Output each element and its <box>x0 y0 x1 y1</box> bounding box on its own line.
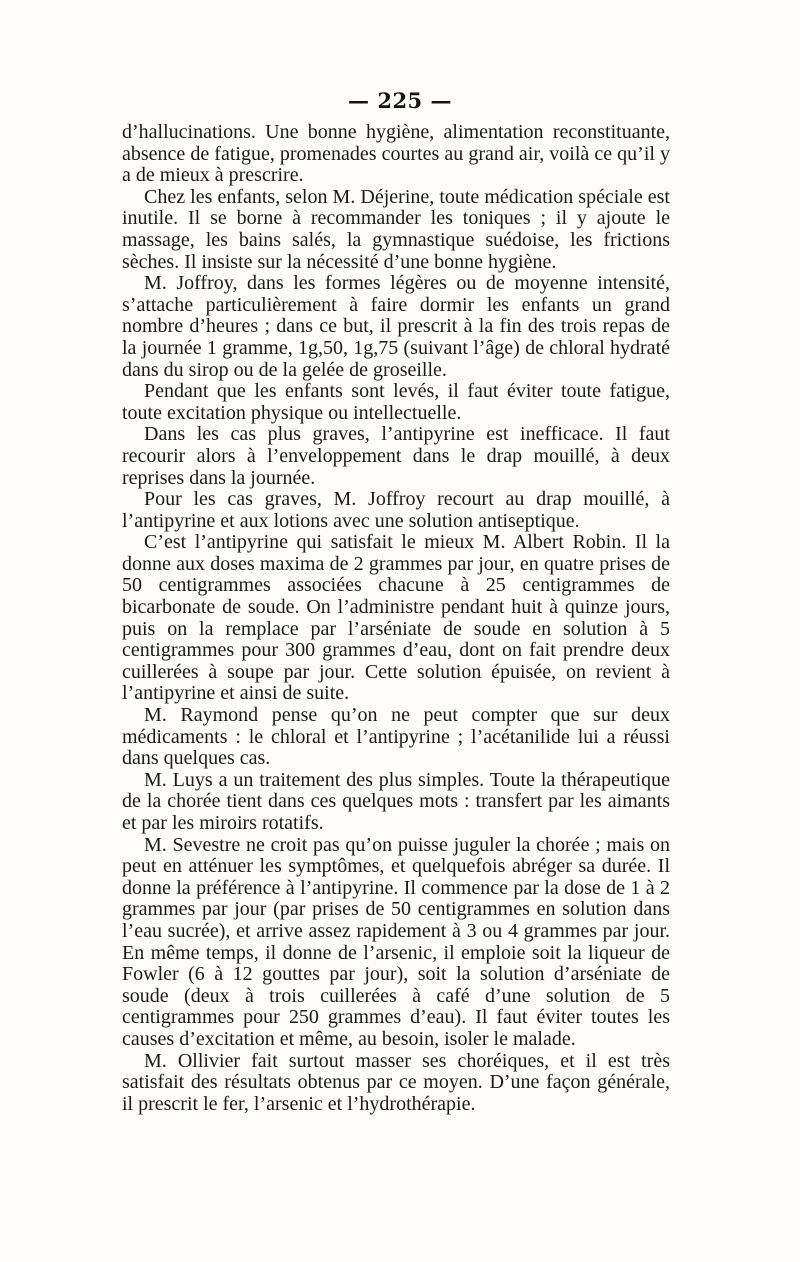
paragraph: d’hallucinations. Une bonne hygiène, alimentation reconstituante, absence de fatigue, promenades courtes au grand air, voilà ce qu’il y a de mieux à prescrire. <box>122 121 670 187</box>
paragraph: Chez les enfants, selon M. Déjerine, toute médication spéciale est inutile. Il se borne à recommander les toniques ; il y ajoute le massage, les bains salés, la gymnastique suédoise, les frictions sèches. Il insiste sur la nécessité d’une bonne hygiène. <box>122 185 670 273</box>
paragraph: C’est l’antipyrine qui satisfait le mieux M. Albert Robin. Il la donne aux doses maxima de 2 grammes par jour, en quatre prises de 50 centigrammes associées chacune à 25 centigrammes de bicarbonate de soude. On l’administre pendant huit à quinze jours, puis on la remplace par l’arséniate de soude en solution à 5 centigrammes pour 300 grammes d’eau, dont on fait prendre deux cuillerées à soupe par jour. Cette solution épuisée, on revient à l’antipyrine et ainsi de suite. <box>122 531 670 705</box>
paragraph: M. Luys a un traitement des plus simples. Toute la thérapeutique de la chorée tient dans ces quelques mots : transfert par les aimants et par les miroirs rotatifs. <box>122 768 670 834</box>
paragraph: M. Ollivier fait surtout masser ses choréiques, et il est très satisfait des résultats obtenus par ce moyen. D’une façon générale, il prescrit le fer, l’arsenic et l’hydrothérapie. <box>122 1049 670 1115</box>
paragraph: M. Sevestre ne croit pas qu’on puisse juguler la chorée ; mais on peut en atténuer les symptômes, et quelquefois abréger sa durée. Il donne la préférence à l’antipyrine. Il commence par la dose de 1 à 2 grammes par jour (par prises de 50 centigrammes en solution dans l’eau sucrée), et arrive assez rapidement à 3 ou 4 grammes par jour. En même temps, il donne de l’arsenic, il emploie soit la liqueur de Fowler (6 à 12 gouttes par jour), soit la solution d’arséniate de soude (deux à trois cuillerées à café d’une solution de 5 centigrammes pour 250 grammes d’eau). Il faut éviter toutes les causes d’excitation et même, au besoin, isoler le malade. <box>122 833 670 1050</box>
paragraph: Pour les cas graves, M. Joffroy recourt au drap mouillé, à l’antipyrine et aux lotions avec une solution antiseptique. <box>122 488 670 532</box>
paragraph: Pendant que les enfants sont levés, il faut éviter toute fatigue, toute excitation physique ou intellectuelle. <box>122 380 670 424</box>
paragraph: Dans les cas plus graves, l’antipyrine est inefficace. Il faut recourir alors à l’enveloppement dans le drap mouillé, à deux reprises dans la journée. <box>122 423 670 489</box>
paragraph: M. Raymond pense qu’on ne peut compter que sur deux médicaments : le chloral et l’antipyrine ; l’acétanilide lui a réussi dans quelques cas. <box>122 704 670 770</box>
page-number: — 225 — <box>348 88 452 113</box>
page-body <box>122 122 670 1115</box>
paragraph: M. Joffroy, dans les formes légères ou de moyenne intensité, s’attache particulièrement à faire dormir les enfants un grand nombre d’heures ; dans ce but, il prescrit à la fin des trois repas de la journée 1 gramme, 1g,50, 1g,75 (suivant l’âge) de chloral hydraté dans du sirop ou de la gelée de groseille. <box>122 272 670 381</box>
